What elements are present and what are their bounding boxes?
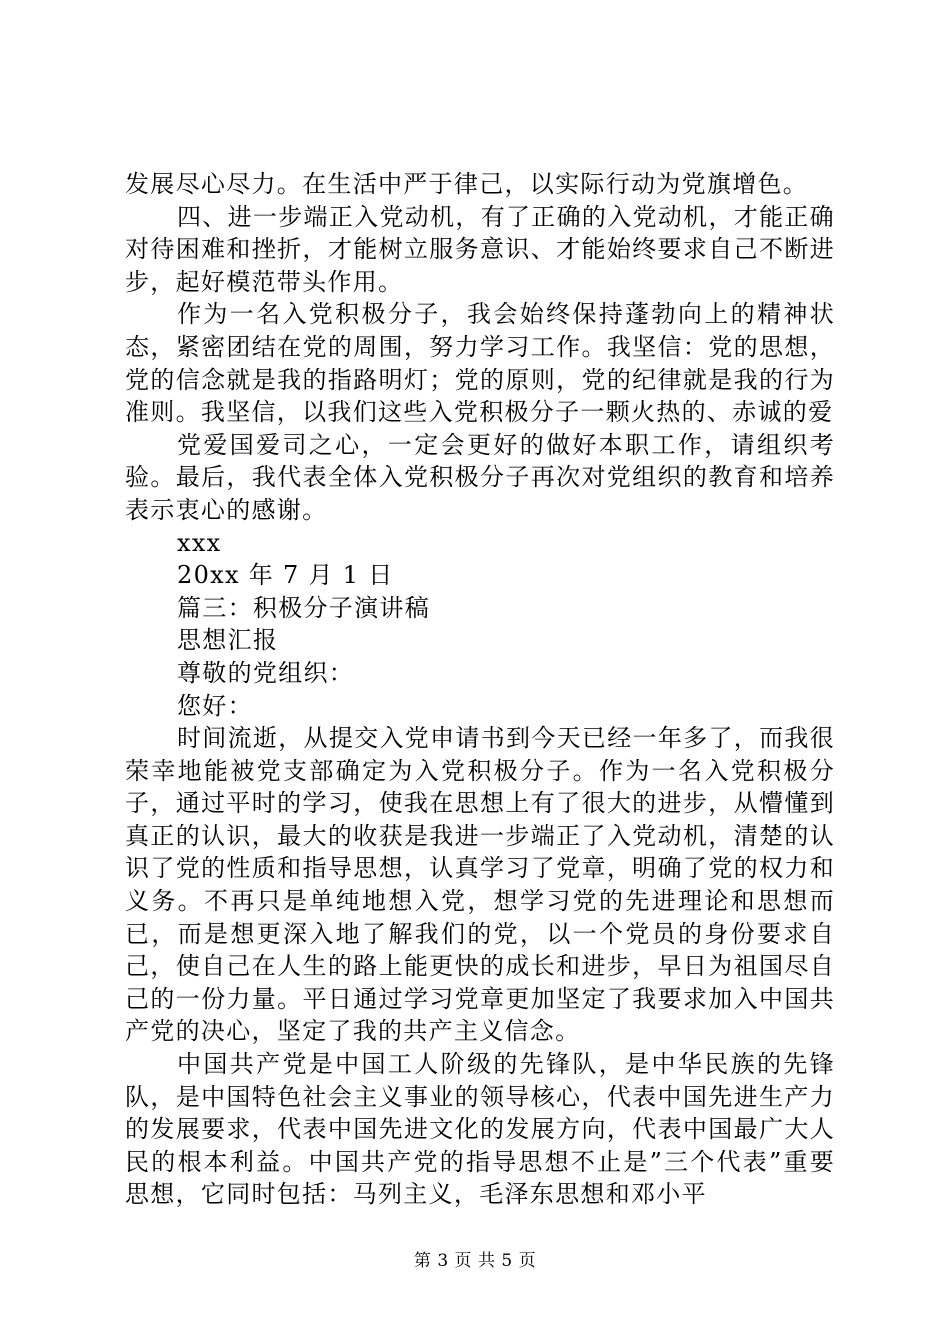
salutation: 尊敬的党组织： — [177, 658, 355, 687]
paragraph-progress: 时间流逝，从提交入党申请书到今天已经一年多了，而我很荣幸地能被党支部确定为入党积极分子。作为一名入党积极分子，通过平时的学习，使我在思想上有了很大的进步，从懵懂到真正的认识，最大的收获是我进一步端正了入党动机，清楚的认识了党的性质和指导思想，认真学习了党章，明确了党的权力和义务。不再只是单纯地想入党，想学习党的先进理论和思想而已，而是想更深入地了解我们的党，以一个党员的身份要求自己，使自己在人生的路上能更快的成长和进步，早日为祖国尽自己的一份力量。平日通过学习党章更加坚定了我要求加入中国共产党的决心，坚定了我的共产主义信念。 — [125, 724, 835, 1046]
signature-name: xxx — [177, 528, 222, 557]
paragraph-motivation: 四、进一步端正入党动机，有了正确的入党动机，才能正确对待困难和挫折，才能树立服务意识、才能始终要求自己不断进步，起好模范带头作用。 — [125, 202, 835, 296]
paragraph-commitment: 作为一名入党积极分子，我会始终保持蓬勃向上的精神状态，紧密团结在党的周围，努力学习工作。我坚信：党的思想，党的信念就是我的指路明灯；党的原则，党的纪律就是我的行为准则。我坚信，以我们这些入党积极分子一颗火热的、赤诚的爱 — [125, 300, 835, 427]
greeting: 您好： — [177, 691, 253, 720]
document-body — [125, 168, 835, 1211]
section-title: 篇三：积极分子演讲稿 — [177, 593, 430, 622]
paragraph-thanks: 党爱国爱司之心，一定会更好的做好本职工作，请组织考验。最后，我代表全体入党积极分子再次对党组织的教育和培养表示衷心的感谢。 — [125, 430, 835, 524]
paragraph-continuation: 发展尽心尽力。在生活中严于律己，以实际行动为党旗增色。 — [125, 170, 809, 198]
signature-date: 20xx 年 7 月 1 日 — [177, 561, 394, 590]
paragraph-party-nature: 中国共产党是中国工人阶级的先锋队，是中华民族的先锋队，是中国特色社会主义事业的领导核心，代表中国先进生产力的发展要求，代表中国先进文化的发展方向，代表中国最广大人民的根本利益。中国共产党的指导思想不止是”三个代表”重要思想，它同时包括：马列主义，毛泽东思想和邓小平 — [125, 1050, 835, 1209]
report-title: 思想汇报 — [177, 626, 279, 655]
page-number-footer: 第 3 页 共 5 页 — [413, 1251, 537, 1271]
